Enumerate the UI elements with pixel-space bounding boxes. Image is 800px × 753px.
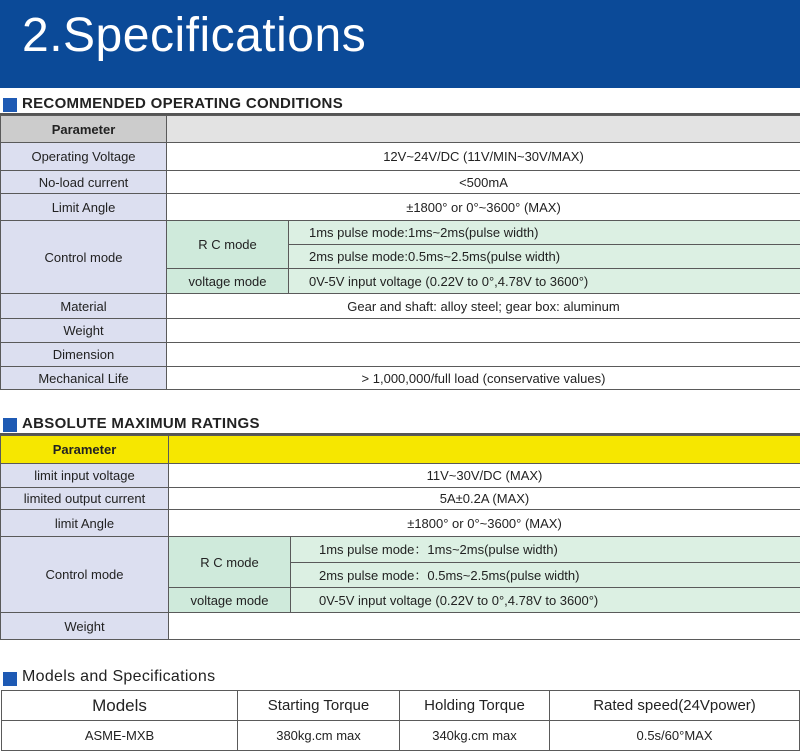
- param-value: [167, 319, 800, 343]
- param-value: <500mA: [167, 171, 800, 194]
- param-label: No-load current: [1, 171, 167, 194]
- table-row: [2, 721, 800, 751]
- table-row: [1, 613, 800, 640]
- table-row: [1, 488, 800, 510]
- param-label: limited output current: [1, 488, 169, 510]
- param-value: 5A±0.2A (MAX): [169, 488, 800, 510]
- param-label: limit input voltage: [1, 464, 169, 488]
- parameter-header: Parameter: [1, 436, 169, 464]
- rc-mode-label: R C mode: [167, 221, 289, 269]
- table-row: [1, 464, 800, 488]
- param-label: limit Angle: [1, 510, 169, 537]
- rated-speed-cell: 0.5s/60°MAX: [550, 721, 800, 751]
- section-title: ABSOLUTE MAXIMUM RATINGS: [22, 415, 260, 432]
- header-blank: [169, 436, 800, 464]
- column-header: Starting Torque: [238, 691, 400, 721]
- rc-mode-label: R C mode: [169, 537, 291, 588]
- table-row: [1, 171, 800, 194]
- rc-mode-value: 2ms pulse mode：0.5ms~2.5ms(pulse width): [291, 563, 800, 588]
- table-row: [1, 116, 800, 143]
- table-row: [2, 691, 800, 721]
- param-label: Material: [1, 294, 167, 319]
- section-heading-max-ratings: [0, 415, 800, 435]
- header-blank: [167, 116, 800, 143]
- param-label: Operating Voltage: [1, 143, 167, 171]
- table-row: [1, 343, 800, 367]
- param-value: ±1800° or 0°~3600° (MAX): [169, 510, 800, 537]
- param-label: Weight: [1, 319, 167, 343]
- param-label: Weight: [1, 613, 169, 640]
- table-row: [1, 436, 800, 464]
- voltage-mode-value: 0V-5V input voltage (0.22V to 0°,4.78V to 3600°): [289, 269, 800, 294]
- model-cell: ASME-MXB: [2, 721, 238, 751]
- param-label: Dimension: [1, 343, 167, 367]
- voltage-mode-value: 0V-5V input voltage (0.22V to 0°,4.78V to 3600°): [291, 588, 800, 613]
- title-banner: [0, 0, 800, 88]
- control-mode-label: Control mode: [1, 221, 167, 294]
- section-title: RECOMMENDED OPERATING CONDITIONS: [22, 95, 343, 112]
- parameter-header: Parameter: [1, 116, 167, 143]
- table-row: [1, 537, 800, 563]
- square-bullet-icon: [3, 418, 17, 432]
- rc-mode-value: 1ms pulse mode:1ms~2ms(pulse width): [289, 221, 800, 245]
- models-table: [1, 690, 800, 751]
- table-row: [1, 319, 800, 343]
- voltage-mode-label: voltage mode: [169, 588, 291, 613]
- section-heading-operating: [0, 95, 800, 115]
- table-row: [1, 143, 800, 171]
- square-bullet-icon: [3, 98, 17, 112]
- column-header: Holding Torque: [400, 691, 550, 721]
- param-value: 12V~24V/DC (11V/MIN~30V/MAX): [167, 143, 800, 171]
- column-header: Rated speed(24Vpower): [550, 691, 800, 721]
- table-row: [1, 194, 800, 221]
- param-value: [169, 613, 800, 640]
- table-row: [1, 510, 800, 537]
- table-row: [1, 221, 800, 245]
- starting-torque-cell: 380kg.cm max: [238, 721, 400, 751]
- param-label: Limit Angle: [1, 194, 167, 221]
- table-row: [1, 367, 800, 390]
- rc-mode-value: 2ms pulse mode:0.5ms~2.5ms(pulse width): [289, 245, 800, 269]
- max-ratings-table: [0, 435, 800, 640]
- operating-conditions-table: [0, 115, 800, 390]
- control-mode-label: Control mode: [1, 537, 169, 613]
- column-header: Models: [2, 691, 238, 721]
- square-bullet-icon: [3, 672, 17, 686]
- param-value: 11V~30V/DC (MAX): [169, 464, 800, 488]
- param-value: > 1,000,000/full load (conservative values): [167, 367, 800, 390]
- section-title: Models and Specifications: [22, 668, 216, 685]
- param-label: Mechanical Life: [1, 367, 167, 390]
- voltage-mode-label: voltage mode: [167, 269, 289, 294]
- param-value: Gear and shaft: alloy steel; gear box: aluminum: [167, 294, 800, 319]
- param-value: ±1800° or 0°~3600° (MAX): [167, 194, 800, 221]
- param-value: [167, 343, 800, 367]
- holding-torque-cell: 340kg.cm max: [400, 721, 550, 751]
- page-title: 2.Specifications: [22, 9, 367, 62]
- section-heading-models: [0, 668, 800, 688]
- table-row: [1, 294, 800, 319]
- rc-mode-value: 1ms pulse mode：1ms~2ms(pulse width): [291, 537, 800, 563]
